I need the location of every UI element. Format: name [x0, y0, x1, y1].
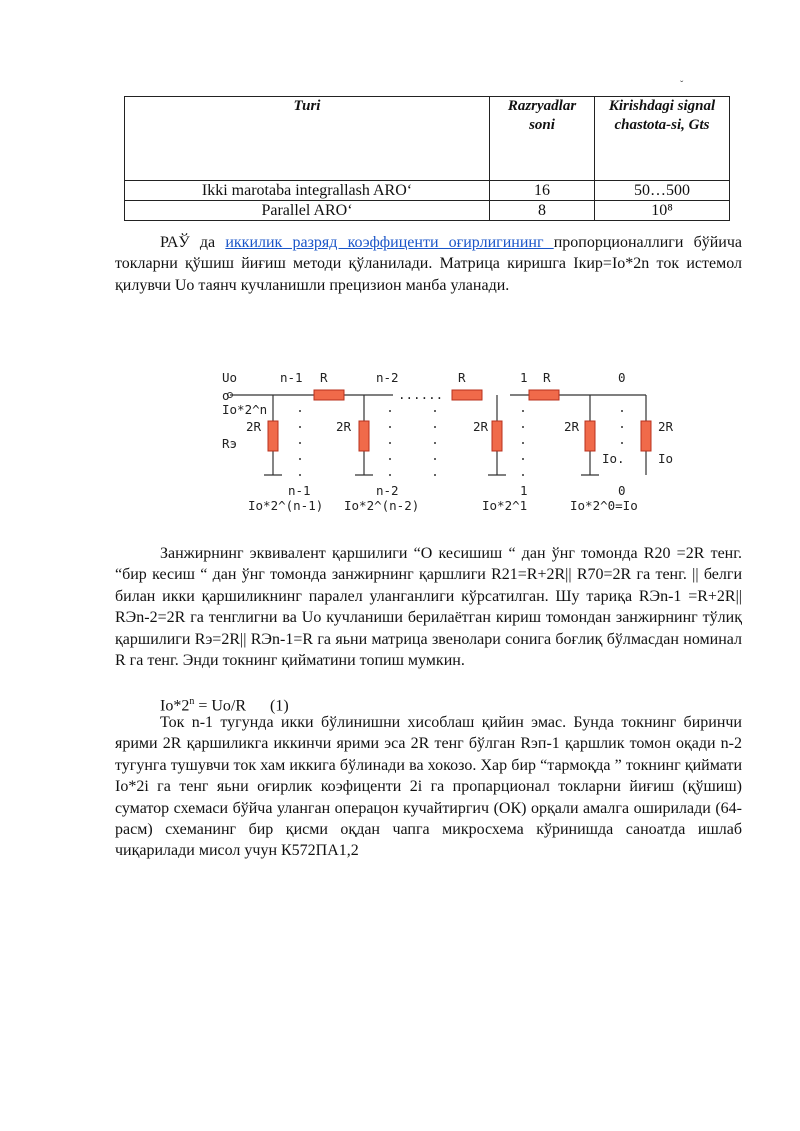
label-bottom-n2: n-2 [376, 483, 399, 498]
paragraph-equivalent-resistance: Занжирнинг эквивалент қаршилиги “O кесишиш “ дан ўнг томонда R20 =2R тенг. “бир кесиш “ дан ўнг томонда занжирнинг қаршлиги R21=R+2R|| R70=2R га тенг. || белги билан икки қаршиликнинг паралел уланганлиги кўрсатилган. Шу тариқа RЭn-1 =R+2R|| RЭn-2=2R га тенглигни ва Uo кучланиши берилаётган кириш томондан занжирнинг тўлиқ қаршилиги Rэ=2R|| RЭn-1=R га яьни матрица звенолари сонига боғлиқ бўлмасдан номинал R га тенг. Энди токнинг қийматини топиш мумкин. [115, 545, 742, 670]
label-bottom-1: 1 [520, 483, 528, 498]
resistors [268, 390, 651, 451]
table-cell: 16 [490, 181, 595, 201]
label-io-2n: Io*2^n [222, 402, 268, 417]
page-mark: ˇ [680, 80, 684, 91]
resistor-r-mid [452, 390, 482, 400]
label-terminal: o [222, 388, 230, 403]
resistor-r-1 [529, 390, 559, 400]
label-r-2: R [458, 370, 466, 385]
intro-prefix: РАЎ да [160, 234, 226, 251]
table-row [125, 181, 730, 201]
header-frequency: Kirishdagi signal chastota-si, Gts [595, 97, 730, 181]
label-current-0: Io*2^0=Io [570, 498, 638, 513]
table-row [125, 201, 730, 221]
table-header-row [125, 97, 730, 181]
label-bottom-n1: n-1 [288, 483, 311, 498]
table-cell: 10⁸ [595, 201, 730, 221]
label-2r-d: 2R [564, 419, 580, 434]
header-type: Turi [125, 97, 490, 181]
label-r-1: R [320, 370, 328, 385]
label-2r-a: 2R [246, 419, 262, 434]
label-node-1: 1 [520, 370, 528, 385]
table-cell: Parallel ARO‘ [125, 201, 490, 221]
table-cell: Ikki marotaba integrallash ARO‘ [125, 181, 490, 201]
label-current-n2: Io*2^(n-2) [344, 498, 420, 513]
formula-rest: = Uo/R (1) [194, 697, 289, 715]
resistor-2r-0 [585, 421, 595, 451]
hyperlink[interactable]: иккилик разряд коэффиценти оғирлигининг [225, 234, 554, 251]
formula-exponent: n [189, 696, 195, 707]
formula-base: Io*2 [160, 697, 190, 715]
resistor-2r-term [641, 421, 651, 451]
label-uo: Uo [222, 370, 238, 385]
header-bits: Razryadlar soni [490, 97, 595, 181]
label-2r-b: 2R [336, 419, 352, 434]
label-node-n2: n-2 [376, 370, 399, 385]
paragraph-current-division: Ток n-1 тугунда икки бўлинишни хисоблаш қийин эмас. Бунда токнинг биринчи ярими 2R қаршиликга иккинчи ярими эса 2R тенг бўлган Rэп-1 қаршлик томон оқади n-2 тугунга тушувчи ток хам иккига бўлинади ва хокозо. Хар бир “тармоқда ” токнинг қиймати Io*2i га тенг яьни оғирлик коэфиценти 2i га пропарционал токларни йиғиш (қўшиш) суматор схемаси бўйча уланган операцон кучайтиргич (ОК) орқали амалга оширилади (64-расм) схеманинг бир қисми оқдан чапга микросхема кўринишда саноатда ишлаб чиқарилади мисол учун К572ПА1,2 [115, 714, 742, 860]
intro-suffix: пропорционаллиги бўйича токларни қўшиш йиғиш методи қўланилади. Матрица киришга Iкир=Io*2n ток истемол қилувчи Uo таянч кучланишли прецизион манба уланади. [115, 234, 743, 294]
spec-table [124, 96, 730, 221]
label-current-n1: Io*2^(n-1) [248, 498, 324, 513]
label-2r-e: 2R [658, 419, 674, 434]
label-2r-c: 2R [473, 419, 489, 434]
label-node-0: 0 [618, 370, 626, 385]
circuit-wires [230, 395, 646, 475]
label-r-3: R [543, 370, 551, 385]
label-io-dot: Io. [602, 451, 625, 466]
table-cell: 8 [490, 201, 595, 221]
resistor-r-n1 [314, 390, 344, 400]
label-io: Io [658, 451, 674, 466]
label-bottom-0: 0 [618, 483, 626, 498]
label-re: Rэ [222, 436, 238, 451]
label-node-n1: n-1 [280, 370, 303, 385]
label-current-1: Io*2^1 [482, 498, 528, 513]
paragraph-intro [115, 232, 742, 296]
resistor-2r-1 [492, 421, 502, 451]
resistor-2r-n2 [359, 421, 369, 451]
resistor-2r-n1 [268, 421, 278, 451]
table-cell: 50…500 [595, 181, 730, 201]
label-dots: ...... [398, 387, 444, 402]
r2r-ladder-diagram [218, 365, 688, 520]
